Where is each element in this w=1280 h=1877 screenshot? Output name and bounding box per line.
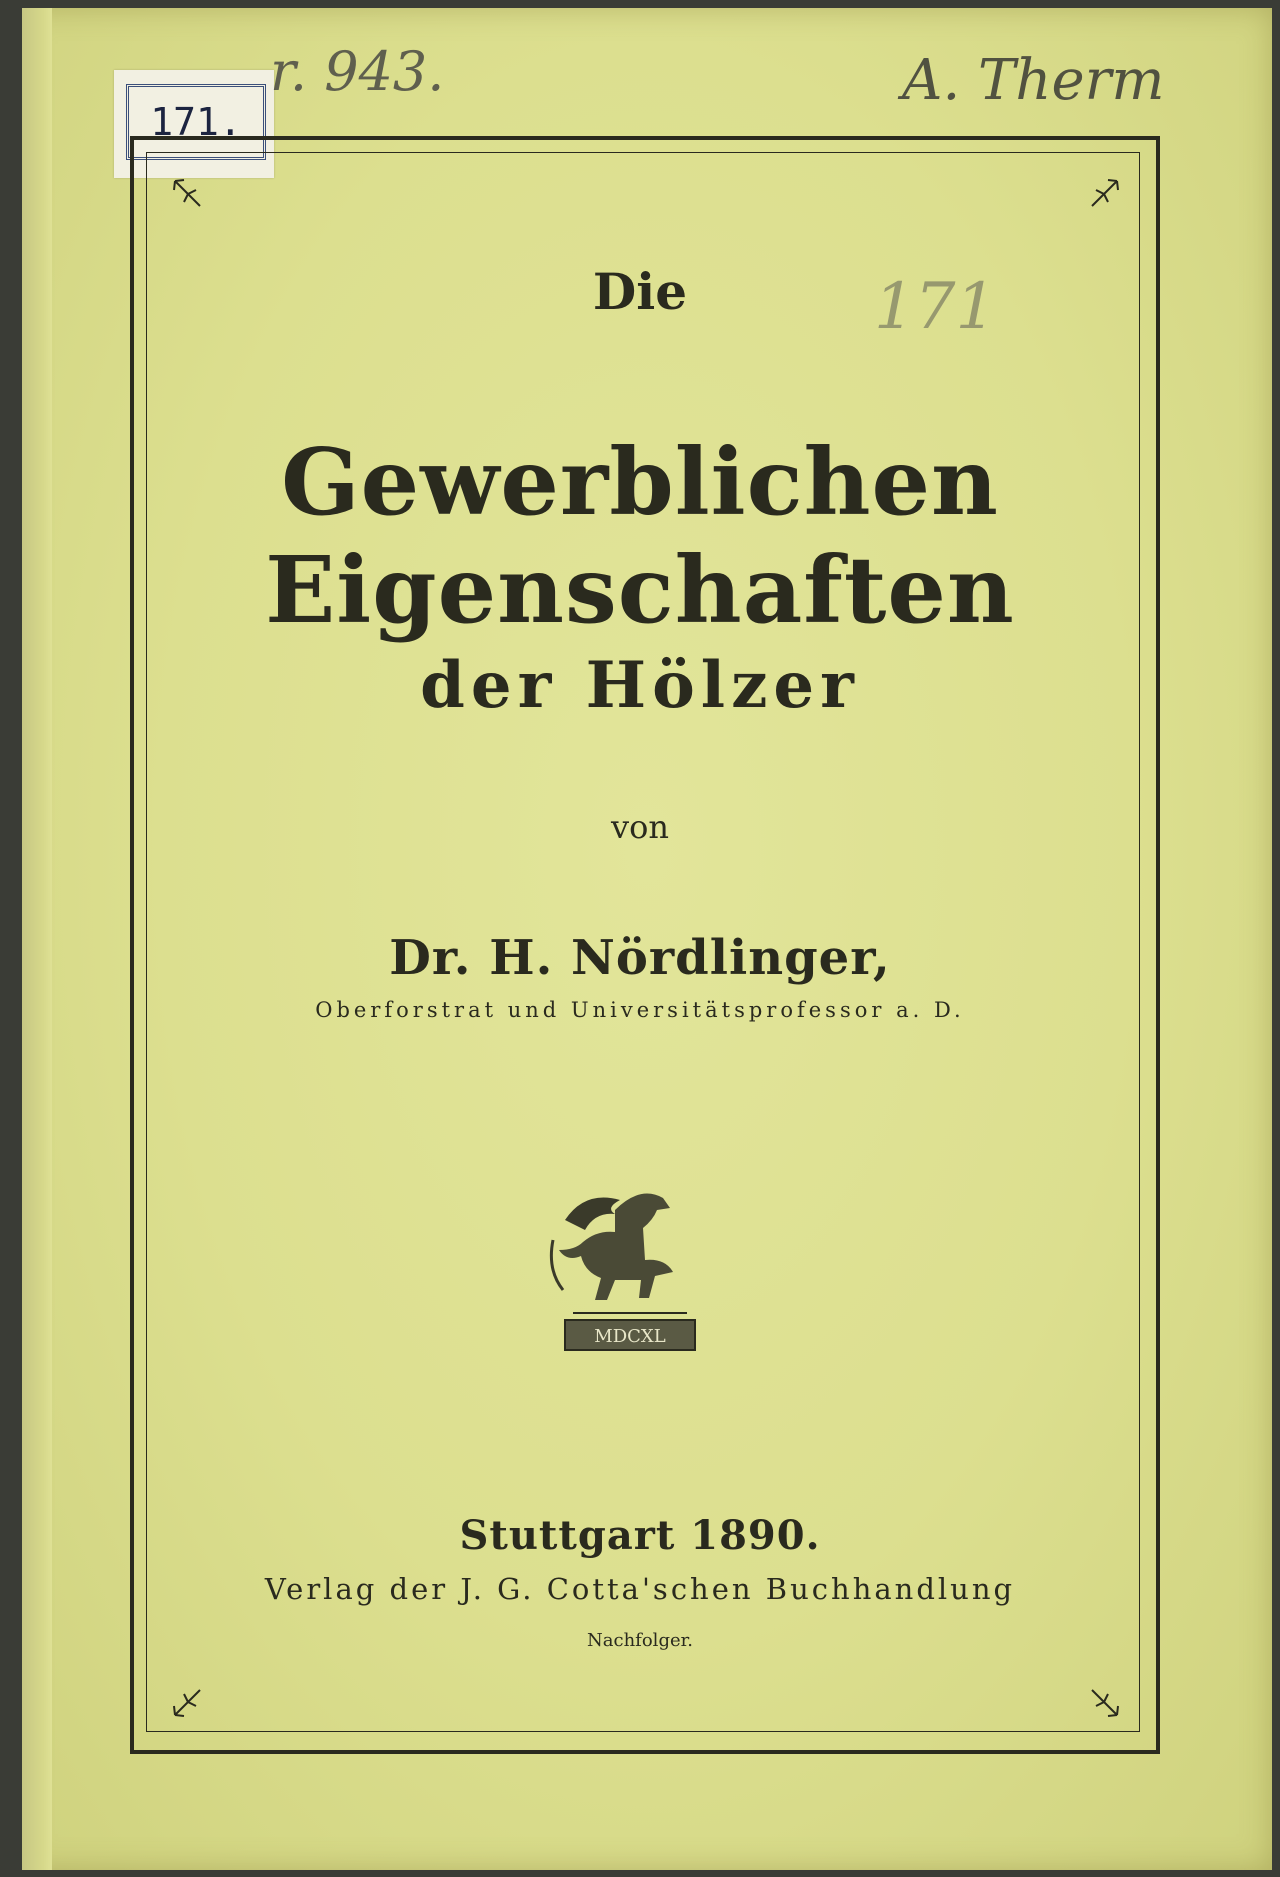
place-and-year: Stuttgart 1890. <box>459 1512 821 1559</box>
publisher-successor: Nachfolger. <box>587 1630 693 1651</box>
corner-ornament-top-left <box>170 176 210 216</box>
corner-ornament-bottom-right <box>1082 1680 1122 1720</box>
corner-ornament-bottom-left <box>170 1680 210 1720</box>
handwritten-pencil-number: 171 <box>874 270 997 344</box>
byline-von: von <box>611 808 669 846</box>
emblem-motto: MDCXL <box>594 1326 666 1347</box>
handwritten-shelfmark: r. 943. <box>270 40 445 103</box>
publisher-name: Verlag der J. G. Cotta'schen Buchhandlung <box>264 1572 1016 1606</box>
griffin-printer-mark-icon <box>545 1180 715 1360</box>
catalog-number: 171. <box>126 84 266 160</box>
corner-ornament-top-right <box>1082 176 1122 216</box>
author-title: Oberforstrat und Universitätsprofessor a. D. <box>315 998 965 1022</box>
handwritten-owner-signature: A. Therm <box>902 48 1165 113</box>
title-die: Die <box>592 262 688 321</box>
author-name: Dr. H. Nördlinger, <box>389 930 891 986</box>
title-main: Gewerblichen Eigenschaften <box>265 428 1015 644</box>
title-subtitle: der Hölzer <box>420 648 860 723</box>
